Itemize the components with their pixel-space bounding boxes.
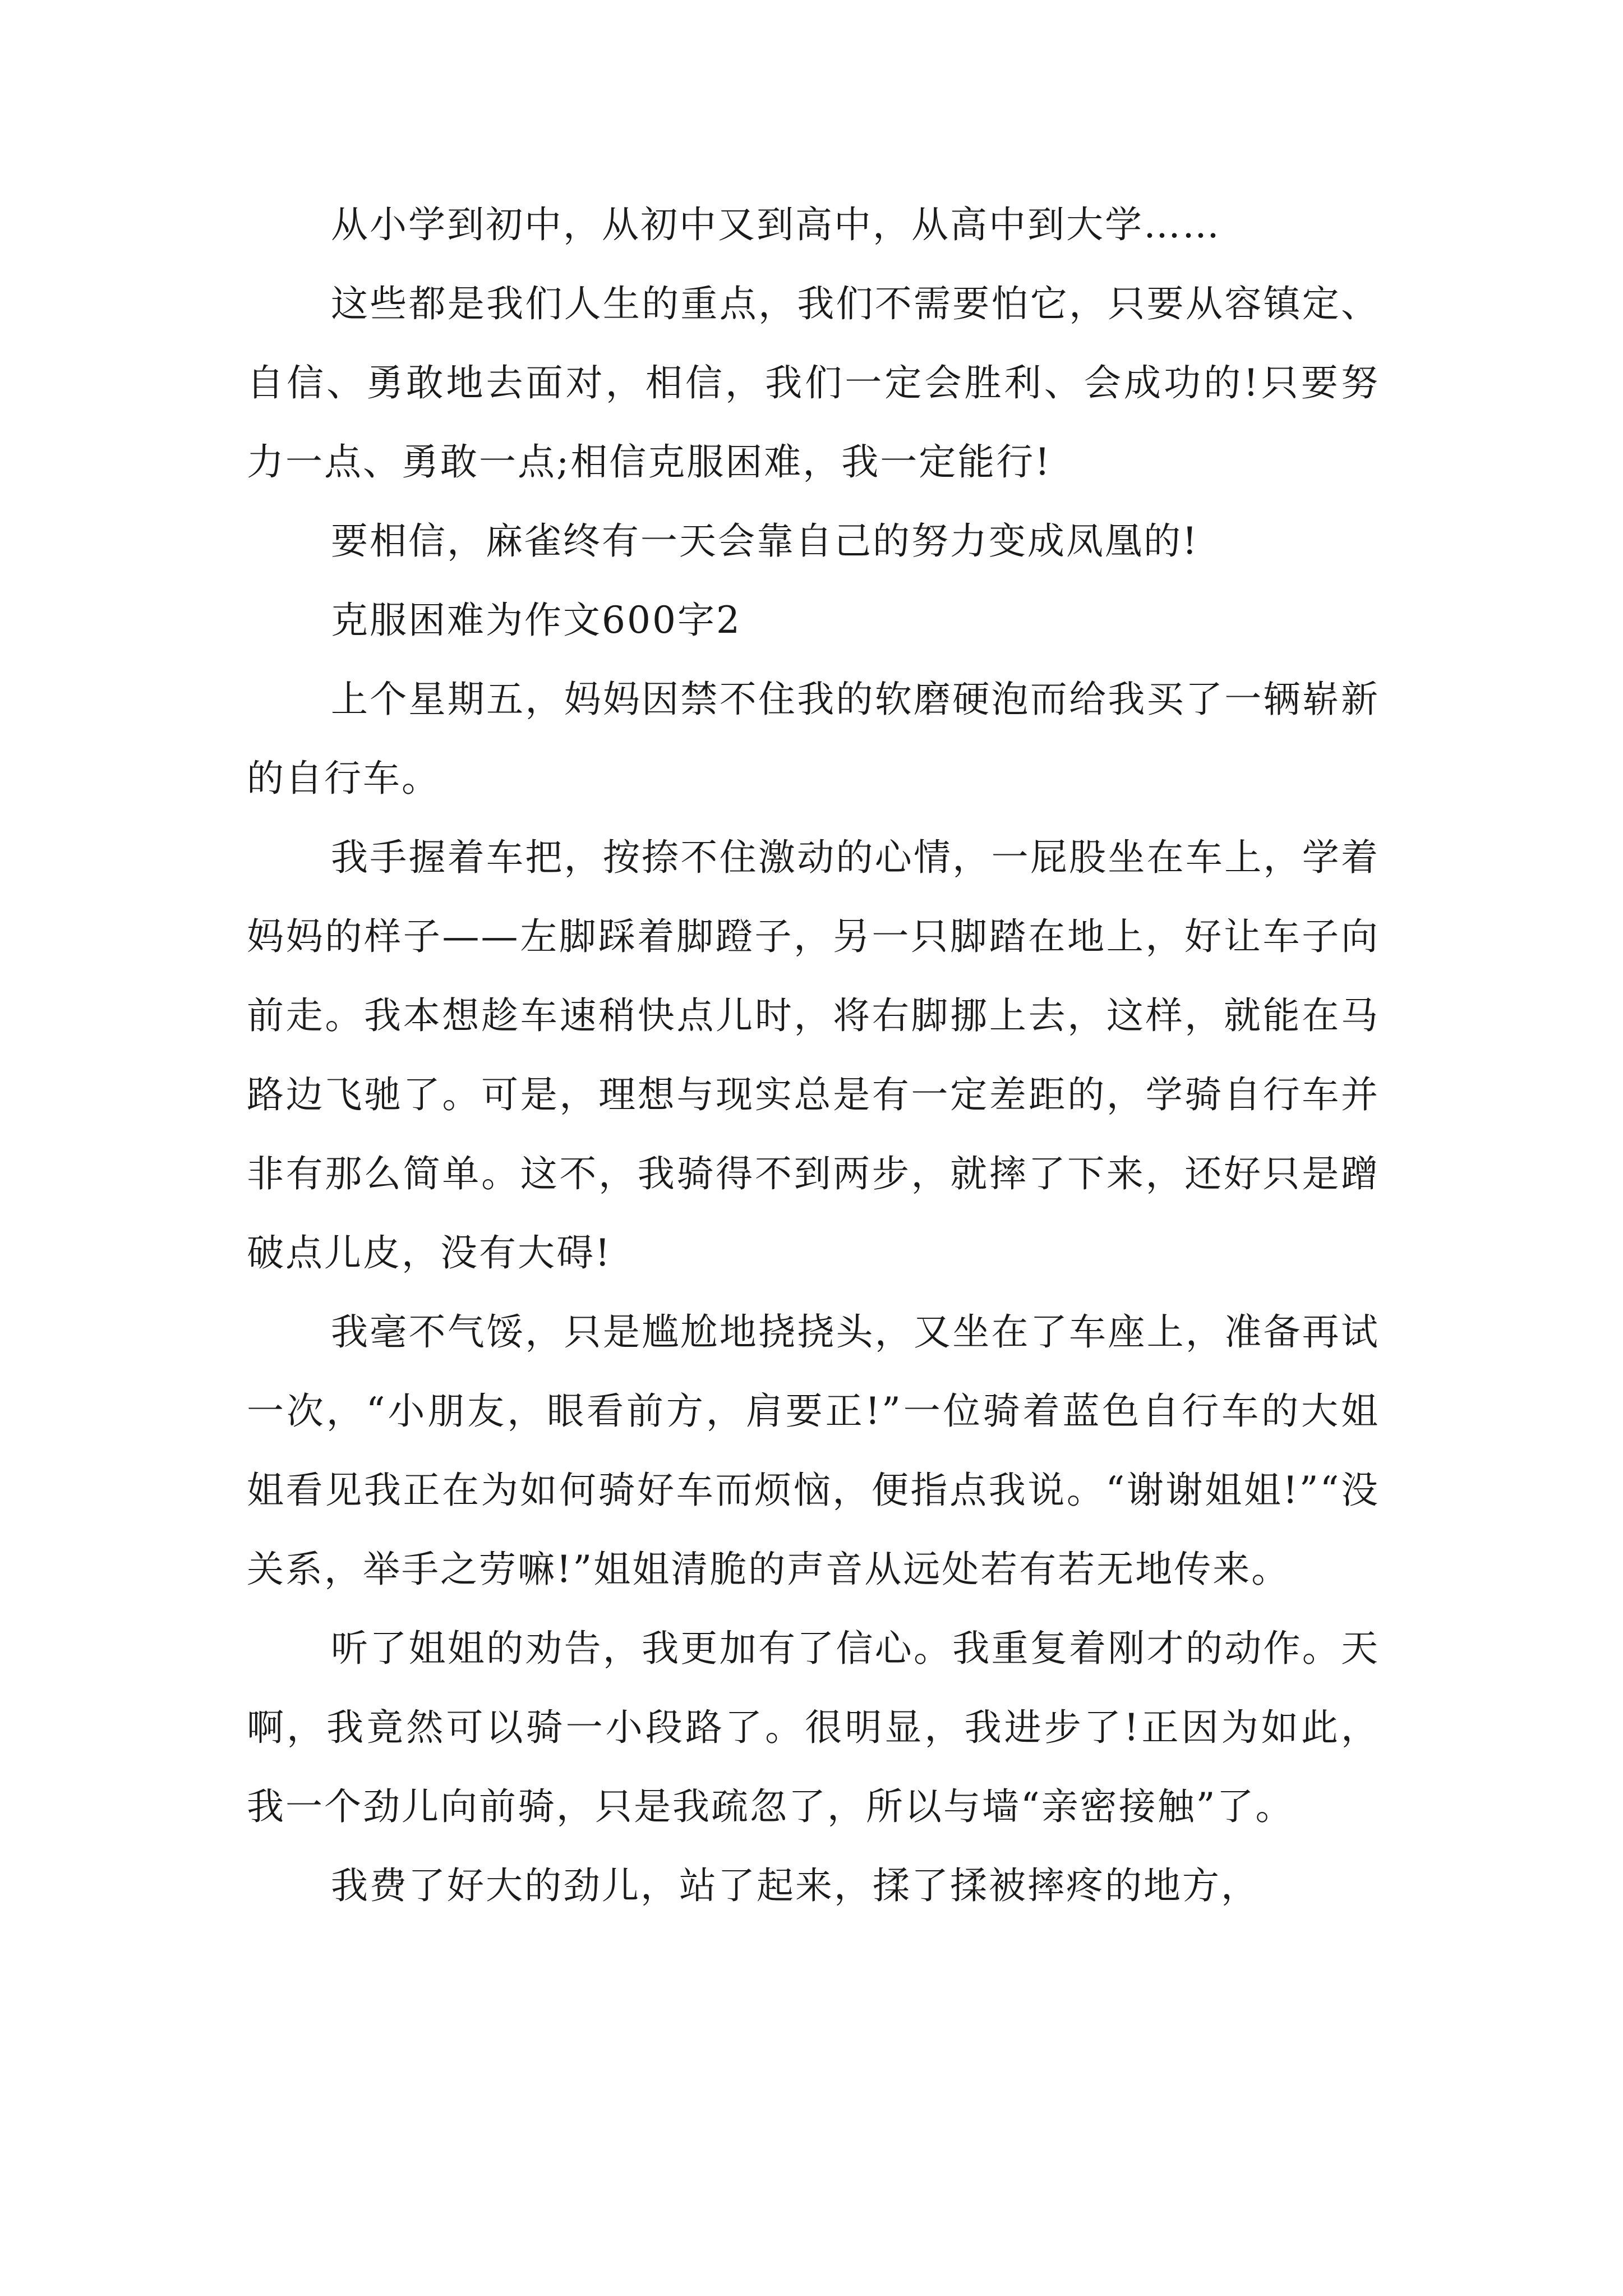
paragraph-6: 我手握着车把，按捺不住激动的心情，一屁股坐在车上，学着妈妈的样子——左脚踩着脚蹬子，另一只脚踏在地上，好让车子向前走。我本想趁车速稍快点儿时，将右脚挪上去，这样，就能在马路边飞驰了。可是，理想与现实总是有一定差距的，学骑自行车并非有那么简单。这不，我骑得不到两步，就摔了下来，还好只是蹭破点儿皮，没有大碍! [247, 836, 1380, 1274]
paragraph-8: 听了姐姐的劝告，我更加有了信心。我重复着刚才的动作。天啊，我竟然可以骑一小段路了。很明显，我进步了!正因为如此，我一个劲儿向前骑，只是我疏忽了，所以与墙“亲密接触”了。 [247, 1627, 1380, 1828]
paragraph-3: 要相信，麻雀终有一天会靠自己的努力变成凤凰的! [331, 519, 1199, 563]
paragraph-1: 从小学到初中，从初中又到高中，从高中到大学…… [331, 203, 1221, 246]
essay-title: 克服困难为作文600字2 [331, 599, 741, 642]
essay-body [247, 185, 1380, 1925]
paragraph-9: 我费了好大的劲儿，站了起来，揉了揉被摔疼的地方， [331, 1864, 1260, 1907]
paragraph-2: 这些都是我们人生的重点，我们不需要怕它，只要从容镇定、自信、勇敢地去面对，相信，我们一定会胜利、会成功的!只要努力一点、勇敢一点;相信克服困难，我一定能行! [247, 282, 1380, 484]
paragraph-5: 上个星期五，妈妈因禁不住我的软磨硬泡而给我买了一辆崭新的自行车。 [247, 678, 1380, 800]
paragraph-7: 我毫不气馁，只是尴尬地挠挠头，又坐在了车座上，准备再试一次，“小朋友，眼看前方，肩要正!”一位骑着蓝色自行车的大姐姐看见我正在为如何骑好车而烦恼，便指点我说。“谢谢姐姐!”“没关系，举手之劳嘛!”姐姐清脆的声音从远处若有若无地传来。 [247, 1310, 1380, 1591]
